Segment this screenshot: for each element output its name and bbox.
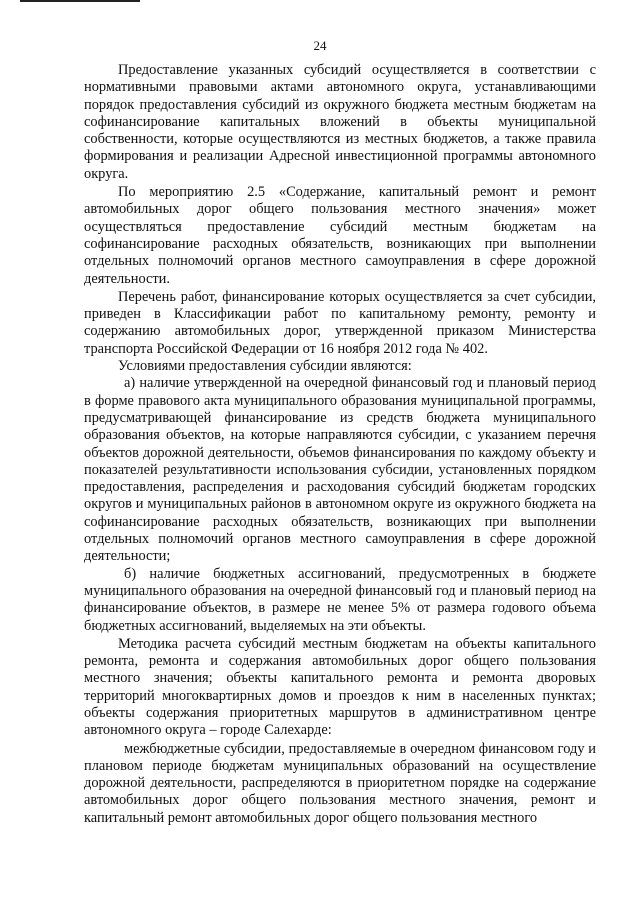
document-body [84, 62, 596, 827]
paragraph-subsidy-provision: Предоставление указанных субсидий осуществляется в соответствии с нормативными правовыми актами автономного округа, устанавливающими порядок предоставления субсидий из окружного бюджета местным бюджетам на софинансирование капитальных вложений в объекты муниципальной собственности, которые осуществляются из местных бюджетов, а также правила формирования и реализации Адресной инвестиционной программы автономного округа. [84, 62, 596, 182]
paragraph-methodology: Методика расчета субсидий местным бюджетам на объекты капитального ремонта, ремонта и содержания автомобильных дорог общего пользования местного значения; объекты капитального ремонта и ремонта дворовых территорий многоквартирных домов и проездов к ним в населенных пунктах; объекты содержания приоритетных маршрутов в административном центре автономного округа – городе Салехарде: [84, 635, 596, 739]
paragraph-interbudget-subsidies: межбюджетные субсидии, предоставляемые в очередном финансовом году и плановом периоде бюджетам муниципальных образований на осуществление дорожной деятельности, распределяются в приоритетном порядке на содержание автомобильных дорог общего пользования местного значения, ремонт и капитальный ремонт автомобильных дорог общего пользования местного [84, 740, 596, 826]
header-rule [20, 0, 140, 2]
paragraph-condition-b: б) наличие бюджетных ассигнований, предусмотренных в бюджете муниципального образования на очередной финансовый год и плановый период на финансирование объектов, в размере не менее 5% от размера годового объема бюджетных ассигнований, выделяемых на эти объекты. [84, 565, 596, 634]
page-number: 24 [313, 38, 327, 53]
paragraph-works-list: Перечень работ, финансирование которых осуществляется за счет субсидии, приведен в Классификации работ по капитальному ремонту, ремонту и содержанию автомобильных дорог, утвержденной приказом Министерства транспорта Российской Федерации от 16 ноября 2012 года № 402. [84, 288, 596, 357]
paragraph-measure-2-5: По мероприятию 2.5 «Содержание, капитальный ремонт и ремонт автомобильных дорог общего пользования местного значения» может осуществляться предоставление субсидий местным бюджетам на софинансирование расходных обязательств, возникающих при выполнении отдельных полномочий органов местного самоуправления в сфере дорожной деятельности. [84, 184, 596, 287]
paragraph-condition-a: а) наличие утвержденной на очередной финансовый год и плановый период в форме правового акта муниципального образования муниципальной программы, предусматривающей финансирование из средств бюджета муниципального образования объектов, на которые направляются субсидии, с указанием перечня объектов дорожной деятельности, объемов финансирования по каждому объекту и показателей результативности использования субсидии, установленных порядком предоставления, распределения и расходования субсидий бюджетам городских округов и муниципальных районов в автономном округе из окружного бюджета на софинансирование расходных обязательств, возникающих при выполнении отдельных полномочий органов местного самоуправления в сфере дорожной деятельности; [84, 375, 596, 565]
paragraph-conditions-intro: Условиями предоставления субсидии являются: [118, 358, 412, 375]
